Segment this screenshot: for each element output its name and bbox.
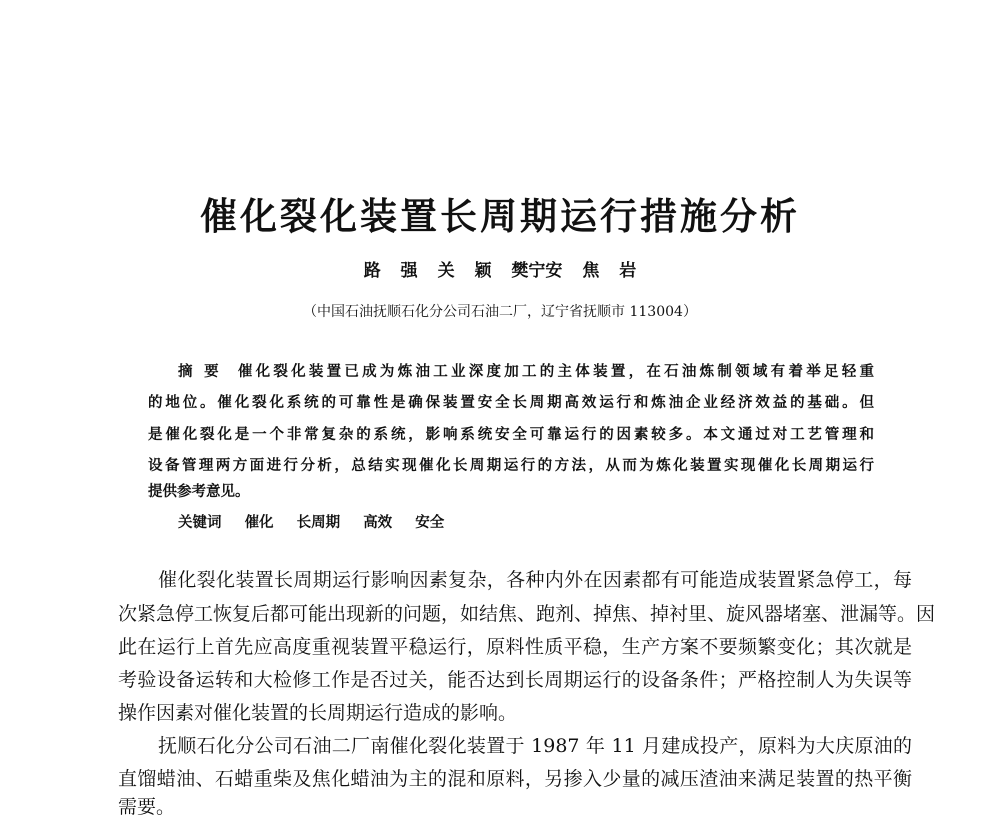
body-line: 考验设备运转和大检修工作是否过关，能否达到长周期运行的设备条件；严格控制人为失误等 <box>118 669 912 691</box>
keyword: 安全 <box>415 514 445 531</box>
body-line: 次紧急停工恢复后都可能出现新的问题，如结焦、跑剂、掉焦、掉衬里、旋风器堵塞、泄漏等。因 <box>118 603 936 625</box>
abstract-line: 提供参考意见。 <box>148 483 250 500</box>
abstract-line: 是催化裂化是一个非常复杂的系统，影响系统安全可靠运行的因素较多。本文通过对工艺管理和 <box>148 426 874 443</box>
author: 关 颖 <box>437 261 492 281</box>
author-list <box>0 256 1000 281</box>
body-line: 此在运行上首先应高度重视装置平稳运行，原料性质平稳，生产方案不要频繁变化；其次就是 <box>118 636 912 658</box>
body-line: 催化裂化装置长周期运行影响因素复杂，各种内外在因素都有可能造成装置紧急停工，每 <box>158 569 912 591</box>
author: 路 强 <box>363 261 418 281</box>
body-line: 直馏蜡油、石蜡重柴及焦化蜡油为主的混和原料，另掺入少量的减压渣油来满足装置的热平衡 <box>118 768 912 790</box>
keyword: 高效 <box>363 514 393 531</box>
affiliation: （中国石油抚顺石化分公司石油二厂，辽宁省抚顺市 113004） <box>303 304 697 320</box>
body-line: 需要。 <box>118 796 176 818</box>
body-line: 操作因素对催化装置的长周期运行造成的影响。 <box>118 702 518 724</box>
keywords <box>178 511 462 532</box>
abstract-line: 的地位。催化裂化系统的可靠性是确保装置安全长周期高效运行和炼油企业经济效益的基础。但 <box>148 394 874 411</box>
keyword: 催化 <box>244 514 274 531</box>
keyword: 长周期 <box>296 514 341 531</box>
author: 樊宁安 <box>511 261 563 281</box>
paper-title: 催化裂化装置长周期运行措施分析 <box>200 195 800 238</box>
author: 焦 岩 <box>582 261 637 281</box>
abstract-line: 设备管理两方面进行分析，总结实现催化长周期运行的方法，从而为炼化装置实现催化长周期运行 <box>148 457 874 474</box>
abstract-line: 摘 要 催化裂化装置已成为炼油工业深度加工的主体装置，在石油炼制领域有着举足轻重 <box>178 363 874 380</box>
keywords-label: 关键词 <box>178 514 222 531</box>
abstract-label: 摘 要 <box>178 363 222 380</box>
body-line: 抚顺石化分公司石油二厂南催化裂化装置于 1987 年 11 月建成投产，原料为大庆原油的 <box>158 735 912 757</box>
